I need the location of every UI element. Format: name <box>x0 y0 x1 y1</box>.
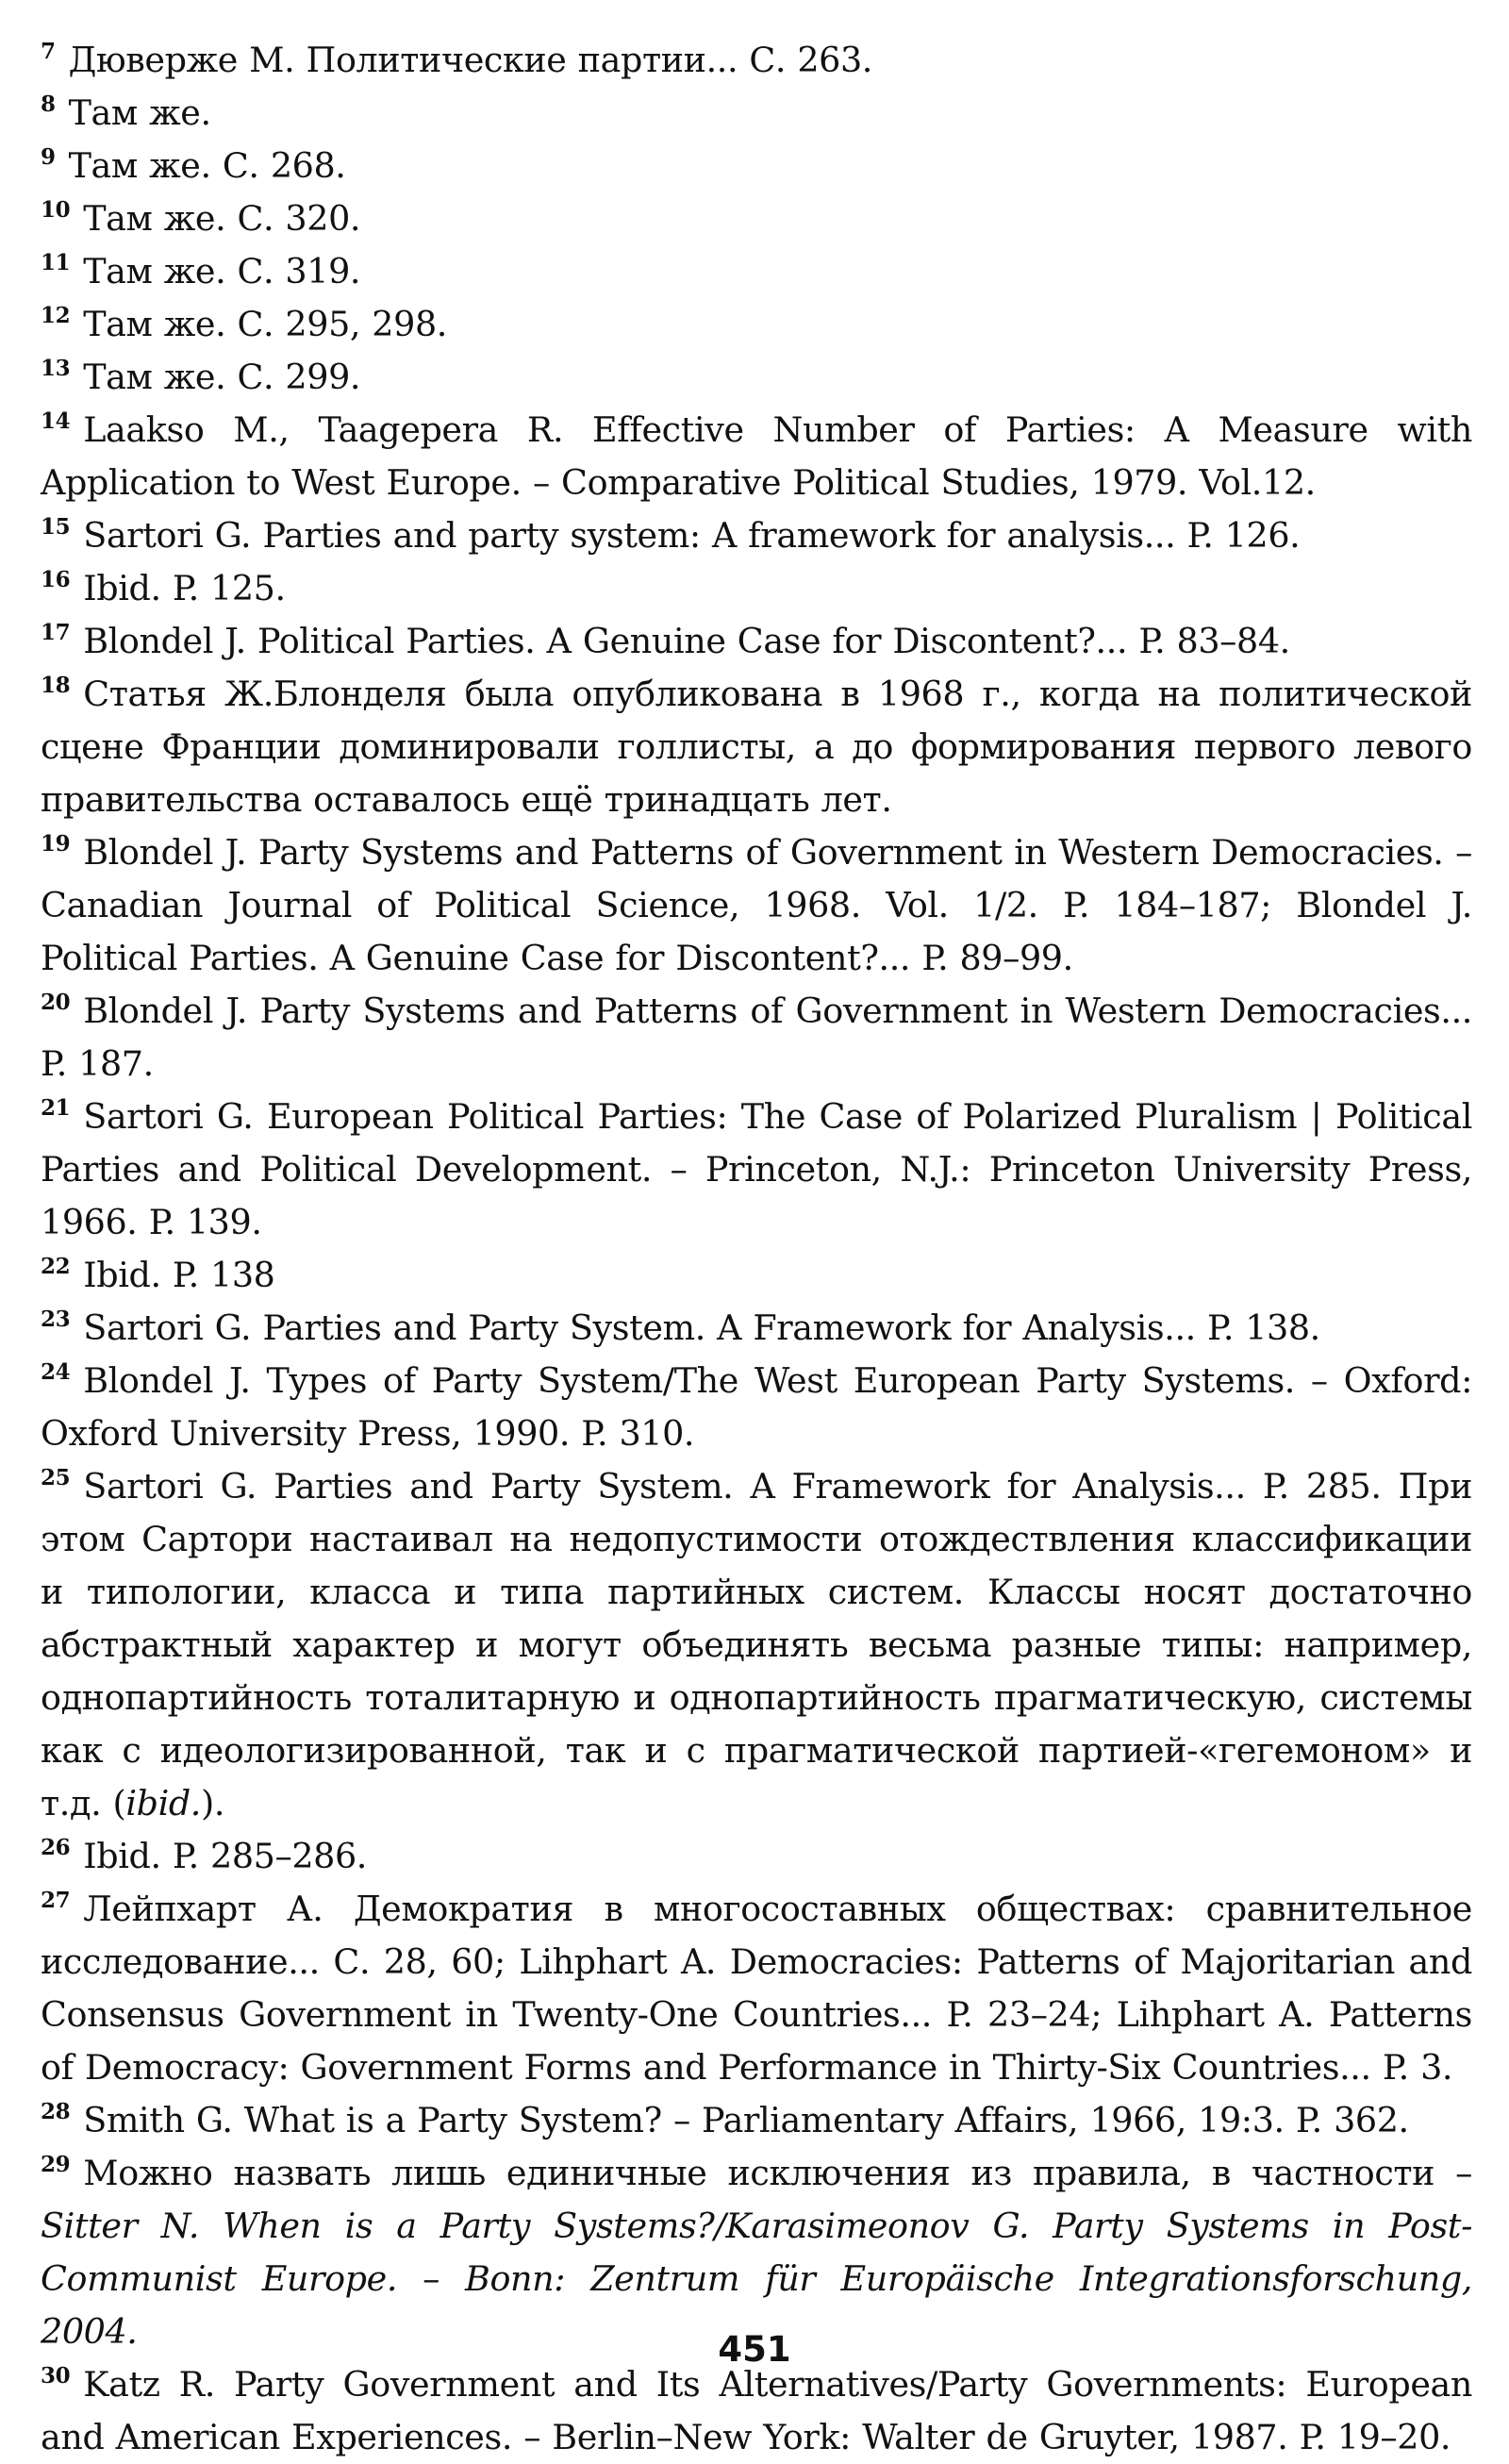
footnote-text: Там же. С. 299. <box>83 357 361 397</box>
footnote-number: 20 <box>41 990 71 1015</box>
footnote-number: 15 <box>41 514 71 540</box>
footnote-text: Дюверже М. Политические партии... С. 263. <box>68 40 873 80</box>
footnote-text: Smith G. What is a Party System? – Parliamentary Affairs, 1966, 19:3. P. 362. <box>83 2100 1409 2140</box>
footnote-number: 12 <box>41 303 71 328</box>
footnote-22 <box>41 1249 1472 1302</box>
footnote-text: Там же. С. 320. <box>83 198 361 239</box>
footnote-number: 8 <box>41 92 56 117</box>
footnote-number: 14 <box>41 408 71 434</box>
footnote-number: 16 <box>41 567 71 592</box>
footnote-10 <box>41 192 1472 245</box>
footnote-number: 13 <box>41 356 71 381</box>
footnote-number: 10 <box>41 197 71 223</box>
footnote-number: 22 <box>41 1254 71 1279</box>
footnote-text: Katz R. Party Government and Its Alternatives/Party Governments: European and American Experiences. – Berlin–New York: Walter de Gruyter, 1987. P. 19–20. <box>41 2364 1472 2457</box>
footnote-text: Sartori G. Parties and Party System. A Framework for Analysis... P. 138. <box>83 1307 1320 1348</box>
footnote-text: Лейпхарт А. Демократия в многосоставных обществах: сравнительное исследование... С. 28, 60; Lihphart A. Democracies: Patterns of Majoritarian and Consensus Government in Twenty-One Countries... P. 23–24; Lihphart A. Patterns of Democracy: Government Forms and Performance in Thirty-Six Countries... P. 3. <box>41 1889 1472 2088</box>
footnote-italic-ibid: ibid. <box>125 1783 202 1823</box>
footnotes-page <box>41 34 1472 2464</box>
footnote-number: 7 <box>41 39 56 64</box>
footnote-9 <box>41 140 1472 192</box>
footnote-number: 27 <box>41 1888 71 1913</box>
footnote-italic-reference: Sitter N. When is a Party Systems?/Karasimeonov G. Party Systems in Post-Communist Europe. – Bonn: Zentrum für Europäische Integrationsforschung, 2004. <box>41 2206 1472 2352</box>
footnote-19 <box>41 826 1472 985</box>
footnote-text: Blondel J. Party Systems and Patterns of Government in Western Democracies... P. 187. <box>41 991 1472 1084</box>
footnote-number: 17 <box>41 620 71 645</box>
page-number: 451 <box>718 2329 791 2370</box>
footnote-15 <box>41 509 1472 562</box>
footnote-20 <box>41 985 1472 1090</box>
footnote-17 <box>41 615 1472 668</box>
footnote-24 <box>41 1355 1472 1460</box>
footnote-28 <box>41 2094 1472 2147</box>
footnote-number: 18 <box>41 673 71 698</box>
footnote-text: Blondel J. Party Systems and Patterns of Government in Western Democracies. – Canadian Journal of Political Science, 1968. Vol. 1/2. P. 184–187; Blondel J. Political Parties. A Genuine Case for Discontent?... P. 89–99. <box>41 832 1472 978</box>
footnote-number: 9 <box>41 144 56 170</box>
footnote-13 <box>41 351 1472 404</box>
footnote-text: Ibid. P. 138 <box>83 1255 275 1295</box>
footnote-text: Blondel J. Political Parties. A Genuine Case for Discontent?... P. 83–84. <box>83 621 1290 661</box>
footnote-number: 21 <box>41 1095 71 1121</box>
footnote-8 <box>41 87 1472 140</box>
footnote-text: Статья Ж.Блонделя была опубликована в 1968 г., когда на политической сцене Франции доминировали голлисты, а до формирования первого левого правительства оставалось ещё тринадцать лет. <box>41 674 1472 820</box>
footnote-text: Там же. С. 319. <box>83 251 361 291</box>
footnote-number: 23 <box>41 1307 71 1332</box>
footnote-26 <box>41 1830 1472 1883</box>
footnote-text: Sartori G. Parties and party system: A framework for analysis... P. 126. <box>83 515 1301 556</box>
footnote-text: Sartori G. European Political Parties: The Case of Polarized Pluralism | Political Parties and Political Development. – Princeton, N.J.: Princeton University Press, 1966. P. 139. <box>41 1096 1472 1242</box>
footnote-30 <box>41 2358 1472 2464</box>
footnote-text-tail: ( <box>101 1783 126 1823</box>
footnote-text: Там же. С. 295, 298. <box>83 304 447 344</box>
footnote-text: Laakso M., Taagepera R. Effective Number of Parties: A Measure with Application to West Europe. – Comparative Political Studies, 1979. Vol.12. <box>41 409 1472 503</box>
footnote-11 <box>41 245 1472 298</box>
footnote-text: Blondel J. Types of Party System/The West European Party Systems. – Oxford: Oxford University Press, 1990. P. 310. <box>41 1360 1472 1454</box>
footnote-12 <box>41 298 1472 351</box>
footnote-number: 28 <box>41 2099 71 2124</box>
footnote-number: 30 <box>41 2363 71 2389</box>
footnote-number: 11 <box>41 250 71 275</box>
footnote-7 <box>41 34 1472 87</box>
footnote-number: 24 <box>41 1359 71 1385</box>
footnote-18 <box>41 668 1472 826</box>
footnote-number: 19 <box>41 831 71 857</box>
footnote-text-tail: ). <box>201 1783 225 1823</box>
footnote-text: Там же. <box>68 92 211 133</box>
footnote-text: Sartori G. Parties and Party System. A Framework for Analysis... P. 285. При этом Сартори настаивал на недопустимости отождествления классификации и типологии, класса и типа партийных систем. Классы носят достаточно абстрактный характер и могут объединять весьма разные типы: например, однопартийность тоталитарную и однопартийность прагматическую, системы как с идеологизированной, так и с прагматической партией-«гегемоном» и т.д. <box>41 1466 1472 1823</box>
footnote-21 <box>41 1090 1472 1249</box>
footnote-text: Ibid. P. 125. <box>83 568 286 608</box>
footnote-16 <box>41 562 1472 615</box>
footnote-number: 25 <box>41 1465 71 1490</box>
footnote-text: Там же. С. 268. <box>68 145 346 186</box>
footnote-number: 29 <box>41 2152 71 2177</box>
footnote-text: Можно назвать лишь единичные исключения из правила, в частности – <box>83 2153 1472 2193</box>
footnote-number: 26 <box>41 1835 71 1860</box>
footnote-27 <box>41 1883 1472 2094</box>
footnote-25 <box>41 1460 1472 1830</box>
footnote-text: Ibid. P. 285–286. <box>83 1836 367 1876</box>
footnote-23 <box>41 1302 1472 1355</box>
footnote-14 <box>41 404 1472 509</box>
